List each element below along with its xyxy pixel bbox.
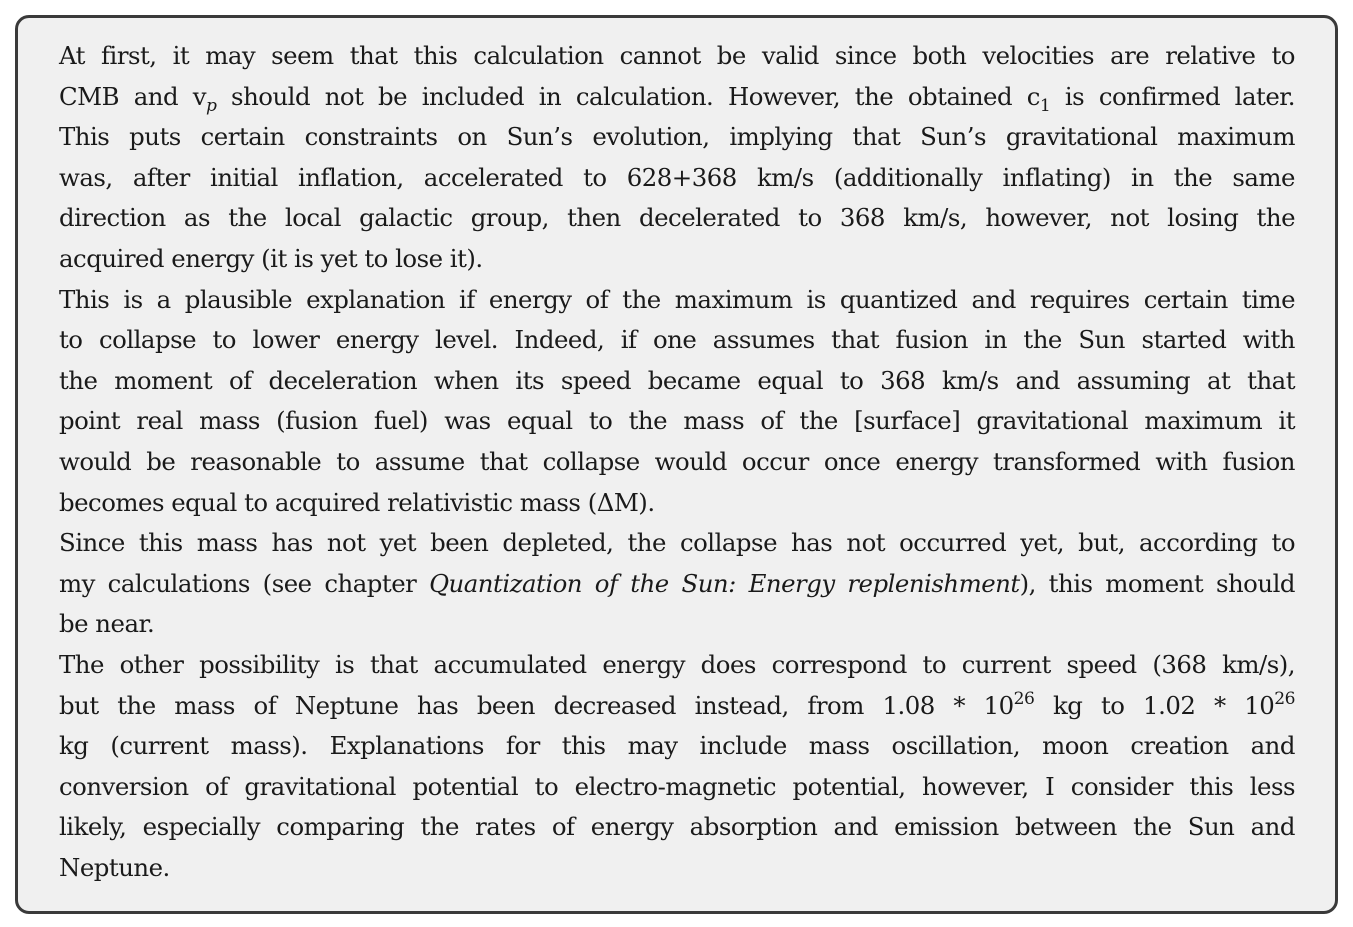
text-line: direction as the local galactic group, then decelerated to 368 km/s, however, not losing the — [59, 203, 1295, 233]
document-body — [59, 36, 1295, 888]
text-line: would be reasonable to assume that collapse would occur once energy transformed with fusion — [59, 446, 1295, 476]
text-line: This puts certain constraints on Sun’s evolution, implying that Sun’s gravitational maximum — [59, 122, 1295, 152]
text-line: but the mass of Neptune has been decreased instead, from $1.08 * 10^{26}$ kg to $1.02 * 10^{26}$ — [59, 689, 1296, 720]
text-line: to collapse to lower energy level. Indeed, if one assumes that fusion in the Sun started with — [59, 325, 1295, 355]
text-line: acquired energy (it is yet to lose it). — [59, 243, 483, 273]
text-line: The other possibility is that accumulated energy does correspond to current speed (368 km/s), — [59, 649, 1295, 679]
text-line: the moment of deceleration when its speed became equal to 368 km/s and assuming at that — [59, 365, 1295, 395]
text-line: point real mass (fusion fuel) was equal to the mass of the [surface] gravitational maximum it — [59, 406, 1295, 436]
text-line: Since this mass has not yet been depleted, the collapse has not occurred yet, but, according to — [59, 528, 1295, 558]
text-line: be near. — [59, 609, 155, 639]
text-line: Neptune. — [59, 852, 170, 882]
text-line: kg (current mass). Explanations for this may include mass oscillation, moon creation and — [59, 731, 1295, 761]
text-line: likely, especially comparing the rates of energy absorption and emission between the Sun and — [59, 812, 1295, 842]
chapter-reference: Quantization of the Sun: Energy replenishment — [429, 568, 1020, 598]
text-line: CMB and $v_p$ should not be included in calculation. However, the obtained $c_1$ is confirmed later. — [59, 81, 1295, 116]
text-line: This is a plausible explanation if energy of the maximum is quantized and requires certain time — [59, 284, 1295, 314]
text-line: conversion of gravitational potential to electro-magnetic potential, however, I consider this less — [59, 771, 1295, 801]
text-line: my calculations (see chapter Quantization of the Sun: Energy replenishment), this moment should — [59, 568, 1295, 598]
text-line: becomes equal to acquired relativistic mass (ΔM). — [59, 487, 655, 517]
text-line: was, after initial inflation, accelerated to 628+368 km/s (additionally inflating) in the same — [59, 162, 1295, 192]
text-line: At first, it may seem that this calculation cannot be valid since both velocities are relative to — [59, 41, 1295, 70]
